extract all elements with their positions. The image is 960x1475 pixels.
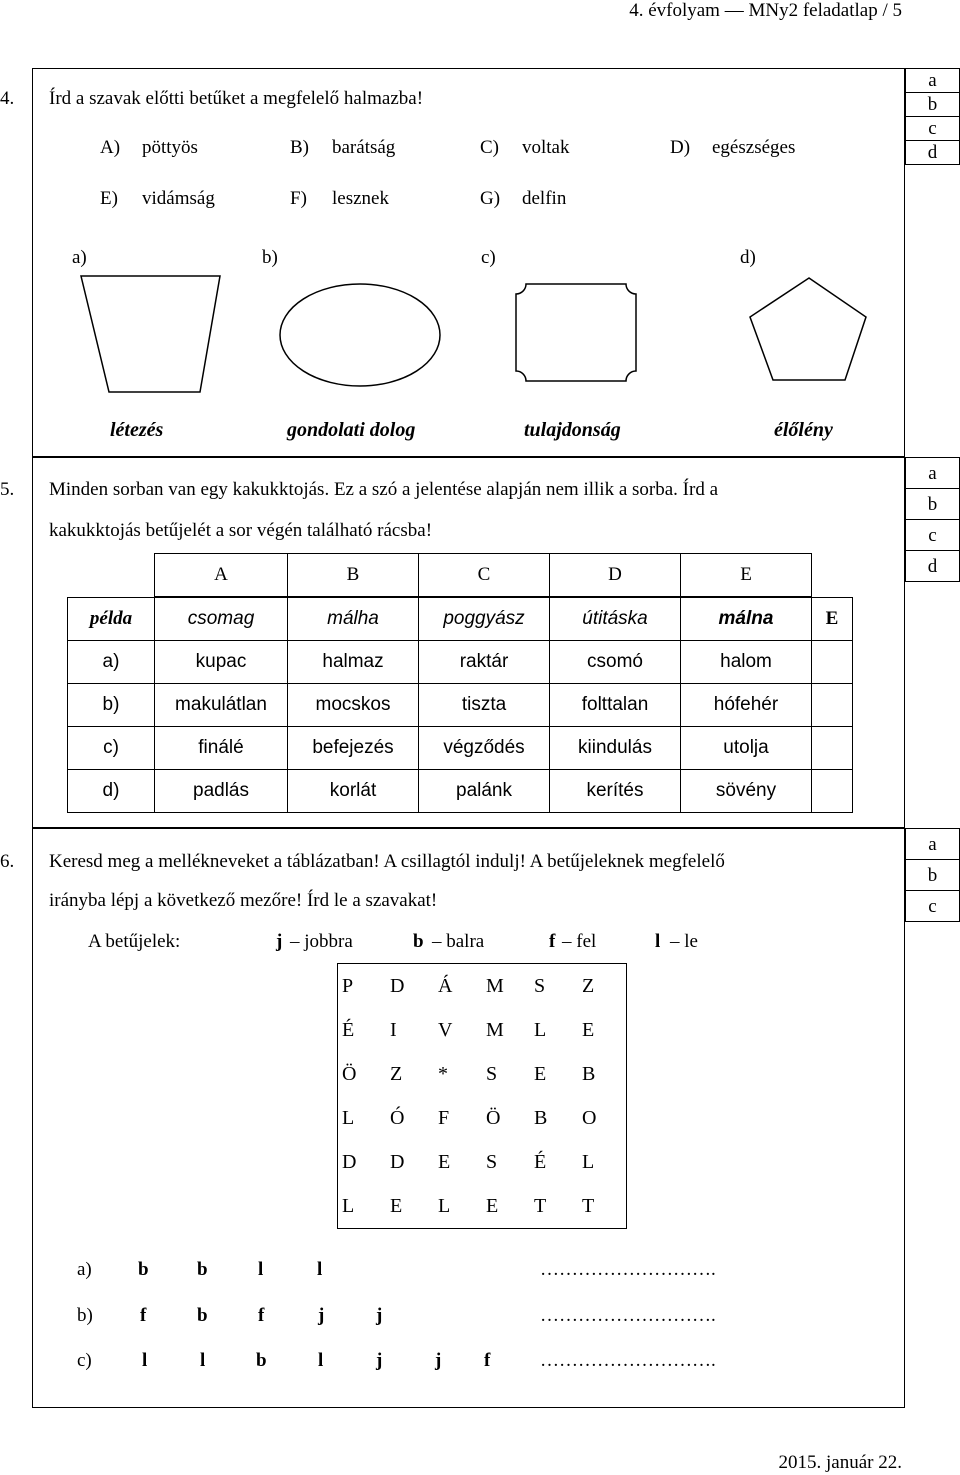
legend-key: f bbox=[549, 931, 556, 952]
grid-cell[interactable]: * bbox=[438, 1062, 448, 1085]
table-cell: tiszta bbox=[419, 684, 550, 727]
table-row bbox=[68, 684, 853, 727]
path-step: b bbox=[197, 1259, 208, 1280]
grid-cell[interactable]: D bbox=[342, 1150, 357, 1173]
grid-cell[interactable]: E bbox=[486, 1194, 499, 1217]
grid-cell[interactable]: Á bbox=[438, 974, 453, 997]
table-cell: halom bbox=[681, 641, 812, 684]
column-header: E bbox=[681, 554, 812, 597]
footer-date: 2015. január 22. bbox=[778, 1452, 902, 1473]
score-cell[interactable]: a bbox=[906, 829, 960, 860]
set-label: élőlény bbox=[774, 419, 833, 441]
path-step: f bbox=[258, 1305, 265, 1326]
word: vidámság bbox=[142, 188, 215, 209]
word: barátság bbox=[332, 137, 396, 158]
table-cell: végződés bbox=[419, 727, 550, 770]
column-header: A bbox=[155, 554, 288, 597]
table-cell: kiindulás bbox=[550, 727, 681, 770]
grid-cell[interactable]: D bbox=[390, 974, 405, 997]
q6-score-box bbox=[905, 828, 960, 922]
word: delfin bbox=[522, 188, 567, 209]
score-cell[interactable]: d bbox=[906, 141, 960, 165]
q4-sets-drawing bbox=[60, 268, 880, 398]
table-cell: málha bbox=[288, 598, 419, 641]
ellipse-set[interactable] bbox=[280, 284, 440, 386]
table-cell: finálé bbox=[155, 727, 288, 770]
table-cell: halmaz bbox=[288, 641, 419, 684]
word-key: D) bbox=[670, 137, 691, 158]
column-header: D bbox=[550, 554, 681, 597]
grid-cell[interactable]: L bbox=[534, 1018, 547, 1041]
column-header: C bbox=[419, 554, 550, 597]
trapezoid-set[interactable] bbox=[81, 276, 220, 392]
grid-cell[interactable]: Ó bbox=[390, 1106, 405, 1129]
grid-cell[interactable]: Ö bbox=[486, 1106, 501, 1129]
table-cell: sövény bbox=[681, 770, 812, 813]
score-cell[interactable]: c bbox=[906, 117, 960, 141]
set-label: gondolati dolog bbox=[287, 419, 416, 441]
score-cell[interactable]: c bbox=[906, 520, 960, 551]
score-cell[interactable]: b bbox=[906, 93, 960, 117]
q5-column-header bbox=[154, 553, 812, 597]
grid-cell[interactable]: Ö bbox=[342, 1062, 357, 1085]
table-cell: poggyász bbox=[419, 598, 550, 641]
grid-cell[interactable]: É bbox=[342, 1018, 355, 1041]
grid-cell[interactable]: S bbox=[486, 1150, 498, 1173]
row-label: d) bbox=[68, 770, 155, 813]
path-step: j bbox=[376, 1350, 383, 1371]
path-step: l bbox=[318, 1350, 324, 1371]
row-label: b) bbox=[68, 684, 155, 727]
table-row bbox=[68, 641, 853, 684]
table-cell: csomag bbox=[155, 598, 288, 641]
grid-cell[interactable]: S bbox=[534, 974, 546, 997]
grid-cell[interactable]: T bbox=[534, 1194, 547, 1217]
q6-instruction-line1: Keresd meg a mellékneveket a táblázatban! A csillagtól indulj! A betűjeleknek megfelelő bbox=[49, 851, 725, 872]
q5-instruction-line2: kakukktojás betűjelét a sor végén található rácsba! bbox=[49, 520, 433, 541]
word-key: B) bbox=[290, 137, 309, 158]
grid-cell[interactable]: F bbox=[438, 1106, 450, 1129]
legend-key: l bbox=[655, 931, 661, 952]
row-label: c) bbox=[68, 727, 155, 770]
grid-cell[interactable]: O bbox=[582, 1106, 597, 1129]
legend-key: j bbox=[276, 931, 283, 952]
word-key: F) bbox=[290, 188, 307, 209]
path-key: a) bbox=[77, 1259, 92, 1280]
q4-frame bbox=[32, 68, 905, 457]
table-cell: makulátlan bbox=[155, 684, 288, 727]
shape-key: c) bbox=[481, 247, 496, 268]
grid-cell[interactable]: S bbox=[486, 1062, 498, 1085]
legend-text: – jobbra bbox=[290, 931, 353, 952]
word-key: G) bbox=[480, 188, 501, 209]
q5-instruction-line1: Minden sorban van egy kakukktojás. Ez a szó a jelentése alapján nem illik a sorba. Írd a bbox=[49, 479, 718, 500]
word: voltak bbox=[522, 137, 570, 158]
answer-cell[interactable] bbox=[812, 641, 853, 684]
column-header: B bbox=[288, 554, 419, 597]
shape-key: b) bbox=[262, 247, 278, 268]
grid-cell[interactable]: Z bbox=[582, 974, 595, 997]
grid-cell[interactable]: P bbox=[342, 974, 354, 997]
page-header: 4. évfolyam — MNy2 feladatlap / 5 bbox=[629, 0, 902, 21]
path-step: l bbox=[200, 1350, 206, 1371]
table-cell: csomó bbox=[550, 641, 681, 684]
row-label: példa bbox=[68, 598, 155, 641]
score-cell[interactable]: b bbox=[906, 860, 960, 891]
q5-number: 5. bbox=[0, 479, 15, 500]
table-cell: málna bbox=[681, 598, 812, 641]
grid-cell[interactable]: T bbox=[582, 1194, 595, 1217]
table-row bbox=[68, 727, 853, 770]
answer-cell[interactable] bbox=[812, 727, 853, 770]
path-step: j bbox=[435, 1350, 442, 1371]
grid-cell[interactable]: M bbox=[486, 1018, 504, 1041]
grid-cell[interactable]: B bbox=[582, 1062, 596, 1085]
q4-score-box bbox=[905, 68, 960, 165]
legend-key: b bbox=[413, 931, 424, 952]
legend-text: – fel bbox=[562, 931, 597, 952]
grid-cell[interactable]: E bbox=[534, 1062, 547, 1085]
answer-blank[interactable]: ………………………. bbox=[540, 1350, 716, 1371]
table-cell: folttalan bbox=[550, 684, 681, 727]
set-label: tulajdonság bbox=[524, 419, 621, 441]
q6-instruction-line2: irányba lépj a következő mezőre! Írd le a szavakat! bbox=[49, 890, 438, 911]
table-cell: befejezés bbox=[288, 727, 419, 770]
path-step: l bbox=[258, 1259, 264, 1280]
word-key: C) bbox=[480, 137, 499, 158]
notched-rectangle-set[interactable] bbox=[516, 284, 636, 381]
grid-cell[interactable]: É bbox=[534, 1150, 547, 1173]
path-step: l bbox=[142, 1350, 148, 1371]
q4-instruction: Írd a szavak előtti betűket a megfelelő halmazba! bbox=[49, 88, 424, 109]
table-cell: padlás bbox=[155, 770, 288, 813]
shape-key: d) bbox=[740, 247, 756, 268]
path-step: l bbox=[317, 1259, 323, 1280]
legend-text: – le bbox=[670, 931, 698, 952]
table-row bbox=[68, 598, 853, 641]
path-step: b bbox=[138, 1259, 149, 1280]
table-cell: hófehér bbox=[681, 684, 812, 727]
grid-cell[interactable]: D bbox=[390, 1150, 405, 1173]
table-cell: kerítés bbox=[550, 770, 681, 813]
table-cell: utolja bbox=[681, 727, 812, 770]
grid-cell[interactable]: Z bbox=[390, 1062, 403, 1085]
table-cell: mocskos bbox=[288, 684, 419, 727]
q6-number: 6. bbox=[0, 851, 15, 872]
grid-cell[interactable]: E bbox=[582, 1018, 595, 1041]
path-step: j bbox=[318, 1305, 325, 1326]
table-cell: korlát bbox=[288, 770, 419, 813]
path-step: j bbox=[376, 1305, 383, 1326]
shape-key: a) bbox=[72, 247, 87, 268]
score-cell[interactable]: c bbox=[906, 891, 960, 922]
word: pöttyös bbox=[142, 137, 198, 158]
legend-label: A betűjelek: bbox=[88, 931, 181, 952]
grid-cell[interactable]: B bbox=[534, 1106, 548, 1129]
table-cell: palánk bbox=[419, 770, 550, 813]
table-cell: kupac bbox=[155, 641, 288, 684]
score-cell[interactable]: b bbox=[906, 489, 960, 520]
word: lesznek bbox=[332, 188, 389, 209]
grid-cell[interactable]: I bbox=[390, 1018, 397, 1041]
path-step: b bbox=[197, 1305, 208, 1326]
answer-blank[interactable]: ………………………. bbox=[540, 1305, 716, 1326]
answer-blank[interactable]: ………………………. bbox=[540, 1259, 716, 1280]
score-cell[interactable]: a bbox=[906, 458, 960, 489]
table-row bbox=[68, 770, 853, 813]
legend-text: – balra bbox=[432, 931, 485, 952]
answer-cell[interactable] bbox=[812, 770, 853, 813]
grid-cell[interactable]: E bbox=[438, 1150, 451, 1173]
q4-number: 4. bbox=[0, 88, 15, 109]
path-step: f bbox=[484, 1350, 491, 1371]
set-label: létezés bbox=[110, 419, 164, 441]
path-step: b bbox=[256, 1350, 267, 1371]
row-label: a) bbox=[68, 641, 155, 684]
q5-odd-one-out-table bbox=[67, 597, 853, 813]
grid-cell[interactable]: E bbox=[390, 1194, 403, 1217]
q5-score-box bbox=[905, 457, 960, 582]
answer-cell[interactable]: E bbox=[812, 598, 853, 641]
grid-cell[interactable]: M bbox=[486, 974, 504, 997]
pentagon-set[interactable] bbox=[750, 278, 866, 380]
table-cell: raktár bbox=[419, 641, 550, 684]
path-key: c) bbox=[77, 1350, 92, 1371]
word-key: A) bbox=[100, 137, 121, 158]
word: egészséges bbox=[712, 137, 796, 158]
path-key: b) bbox=[77, 1305, 93, 1326]
answer-cell[interactable] bbox=[812, 684, 853, 727]
grid-cell[interactable]: L bbox=[342, 1106, 355, 1129]
score-cell[interactable]: d bbox=[906, 551, 960, 582]
score-cell[interactable]: a bbox=[906, 69, 960, 93]
grid-cell[interactable]: L bbox=[582, 1150, 595, 1173]
q6-letter-grid bbox=[337, 963, 627, 1229]
path-step: f bbox=[140, 1305, 147, 1326]
grid-cell[interactable]: L bbox=[438, 1194, 451, 1217]
table-cell: útitáska bbox=[550, 598, 681, 641]
grid-cell[interactable]: V bbox=[438, 1018, 453, 1041]
grid-cell[interactable]: L bbox=[342, 1194, 355, 1217]
word-key: E) bbox=[100, 188, 118, 209]
